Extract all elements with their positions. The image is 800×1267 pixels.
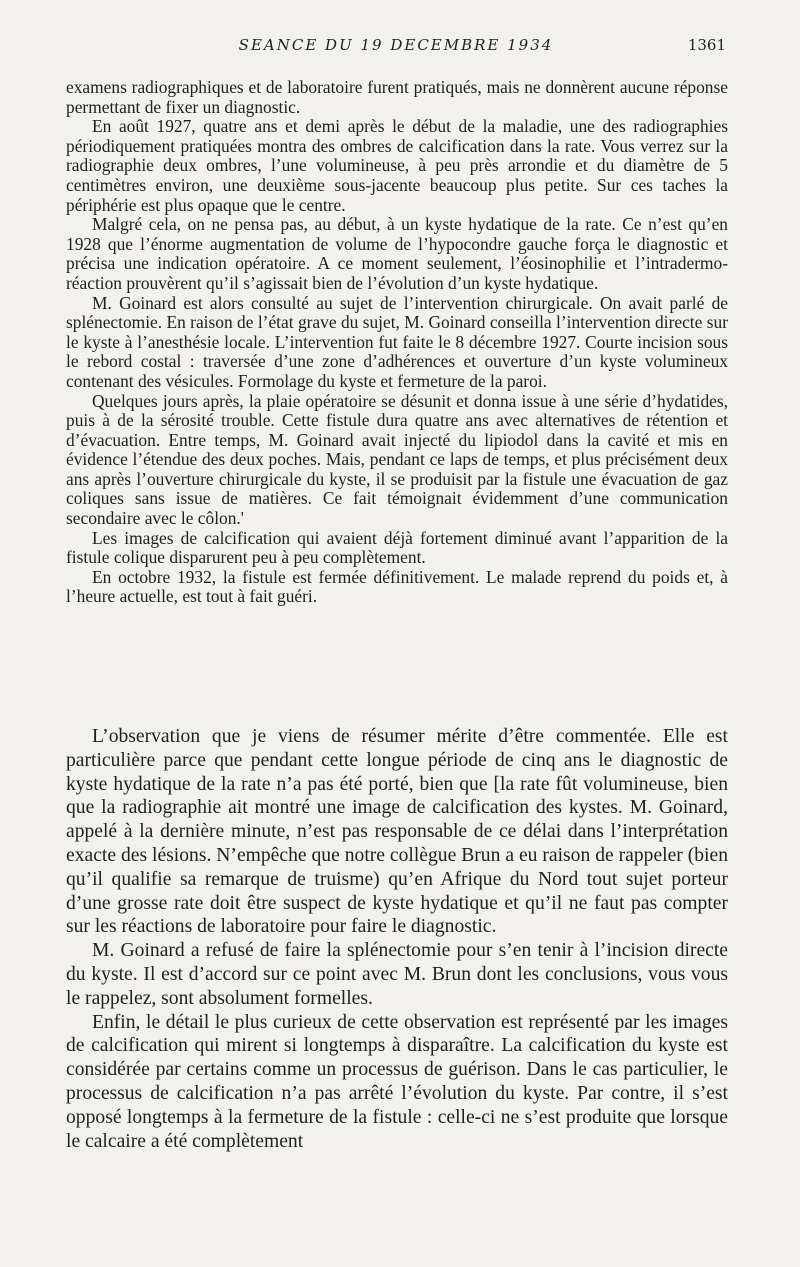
case-report-small-print — [66, 78, 728, 607]
commentary-body — [66, 725, 728, 1153]
page-header — [66, 36, 726, 58]
paragraph: examens radiographiques et de laboratoire furent pratiqués, mais ne donnèrent aucune réponse permettant de fixer un diagnostic. — [66, 77, 728, 117]
paragraph: En octobre 1932, la fistule est fermée définitivement. Le malade reprend du poids et, à l’heure actuelle, est tout à fait guéri. — [66, 566, 728, 607]
paragraph: M. Goinard est alors consulté au sujet de l’intervention chirurgicale. On avait parlé de splénectomie. En raison de l’état grave du sujet, M. Goinard conseilla l’intervention directe sur le kyste à l’anesthésie locale. L’intervention fut faite le 8 décembre 1927. Courte incision sous le rebord costal : traversée d’une zone d’adhérences et ouverture d’un kyste volumineux contenant des vésicules. Formolage du kyste et fermeture de la paroi. — [66, 292, 728, 391]
paragraph: L’observation que je viens de résumer mérite d’être commentée. Elle est particulière parce que pendant cette longue période de cinq ans le diagnostic de kyste hydatique de la rate n’a pas été porté, bien que [la rate fût volumineuse, bien que la radiographie ait montré une image de calcification des kystes. M. Goinard, appelé à la dernière minute, n’est pas responsable de ce délai dans l’interprétation exacte des lésions. N’empêche que notre collègue Brun a eu raison de rappeler (bien qu’il qualifie sa remarque de truisme) qu’en Afrique du Nord tout sujet porteur d’une grosse rate doit être suspect de kyste hydatique et qu’il ne faut pas compter sur les réactions de laboratoire pour faire le diagnostic. — [66, 726, 728, 938]
paragraph: En août 1927, quatre ans et demi après le début de la maladie, une des radiographies périodiquement pratiquées montra des ombres de calcification dans la rate. Vous verrez sur la radiographie deux ombres, l’une volumineuse, à peu près arrondie et du diamètre de 5 centimètres environ, une deuxième sous-jacente beaucoup plus petite. Sur ces taches la périphérie est plus opaque que le centre. — [66, 116, 728, 215]
paragraph: Malgré cela, on ne pensa pas, au début, à un kyste hydatique de la rate. Ce n’est qu’en 1928 que l’énorme augmentation de volume de l’hypocondre gauche força le diagnostic et précisa une indication opératoire. A ce moment seulement, l’éosinophilie et l’intradermo-réaction prouvèrent qu’il s’agissait bien de l’évolution d’un kyste hydatique. — [66, 214, 728, 293]
page-number: 1361 — [687, 36, 726, 54]
paragraph: Les images de calcification qui avaient déjà fortement diminué avant l’apparition de la fistule colique disparurent peu à peu complètement. — [66, 527, 728, 568]
paragraph: Enfin, le détail le plus curieux de cette observation est représenté par les images de calcification qui mirent si longtemps à disparaître. La calcification du kyste est considérée par certains comme un processus de guérison. Dans le cas particulier, le processus de calcification n’a pas arrêté l’évolution du kyste. Par contre, il s’est opposé longtemps à la fermeture de la fistule : celle-ci ne s’est produite que lorsque le calcaire a été complètement — [66, 1011, 728, 1152]
paragraph: Quelques jours après, la plaie opératoire se désunit et donna issue à une série d’hydatides, puis à de la sérosité trouble. Cette fistule dura quatre ans avec alternatives de rétention et d’évacuation. Entre temps, M. Goinard avait injecté du lipiodol dans la cavité et mis en évidence l’étendue des deux poches. Mais, pendant ce laps de temps, et plus précisément deux ans après l’ouverture chirurgicale du kyste, il se produisit par la fistule une évacuation de gaz coliques sans issue de matières. Ce fait témoignait évidemment d’une communication secondaire avec le côlon.' — [66, 390, 728, 529]
paragraph: M. Goinard a refusé de faire la splénectomie pour s’en tenir à l’incision directe du kyste. Il est d’accord sur ce point avec M. Brun dont les conclusions, vous vous le rappelez, sont absolument formelles. — [66, 940, 728, 1009]
running-title: SEANCE DU 19 DECEMBRE 1934 — [238, 36, 554, 54]
